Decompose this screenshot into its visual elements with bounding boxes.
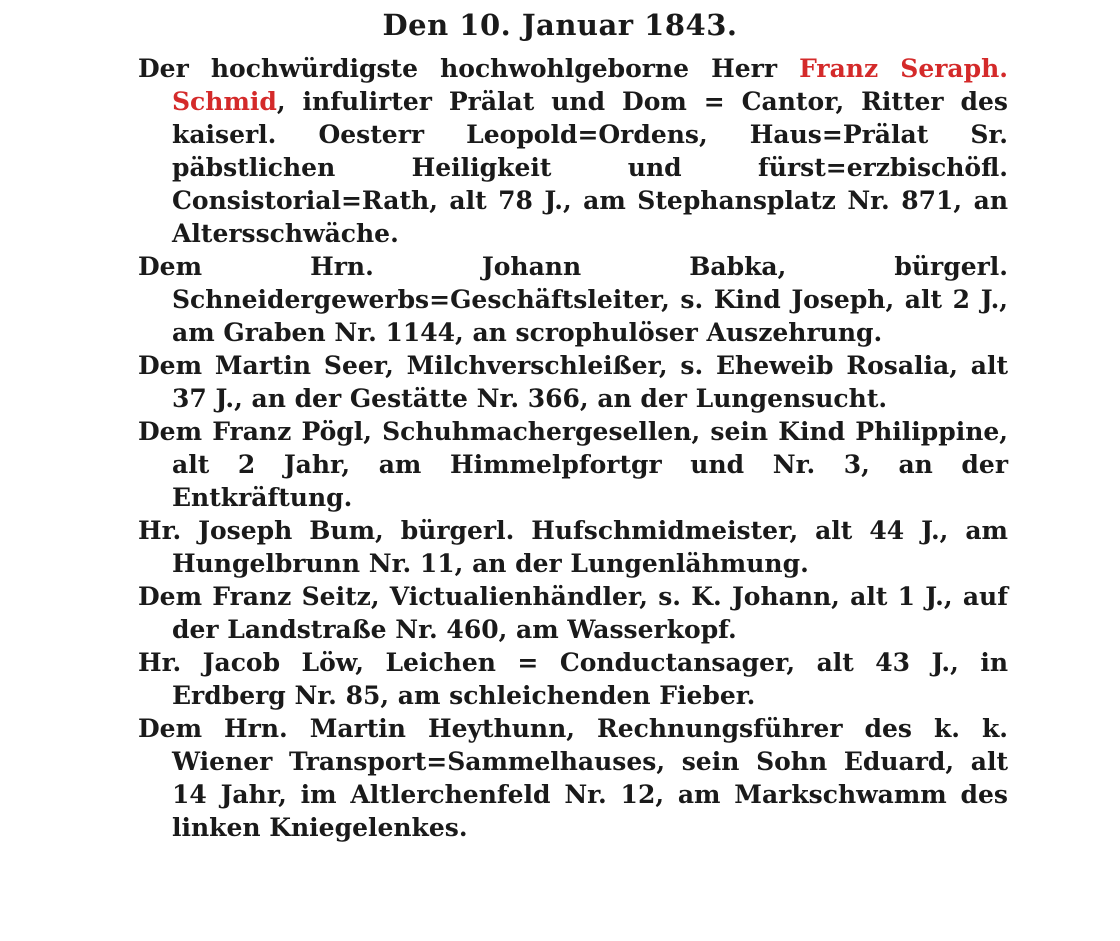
register-entry-1: [138, 52, 1008, 250]
entry-1-text-after: , infulirter Prälat und Dom = Cantor, Ritter des kaiserl. Oesterr Leopold=Ordens, Haus=Prälat Sr. päbstlichen Heiligkeit und fürst=erzbischöfl. Consistorial=Rath, alt 78 J., am Stephansplatz Nr. 871, an Altersschwäche.: [172, 87, 1008, 248]
highlighted-name: Franz Seraph. Schmid: [172, 54, 1008, 116]
entry-1-text-before: Der hochwürdigste hochwohlgeborne Herr: [138, 54, 800, 83]
register-entry-3: Dem Martin Seer, Milchverschleißer, s. Eheweib Rosalia, alt 37 J., an der Gestätte Nr. 366, an der Lungensucht.: [138, 351, 1008, 413]
register-entry-7: Hr. Jacob Löw, Leichen = Conductansager, alt 43 J., in Erdberg Nr. 85, am schleichenden Fieber.: [138, 648, 1008, 710]
register-entry-2: Dem Hrn. Johann Babka, bürgerl. Schneidergewerbs=Geschäftsleiter, s. Kind Joseph, alt 2 J., am Graben Nr. 1144, an scrophulöser Auszehrung.: [138, 252, 1008, 347]
register-entry-6: Dem Franz Seitz, Victualienhändler, s. K. Johann, alt 1 J., auf der Landstraße Nr. 460, am Wasserkopf.: [138, 582, 1008, 644]
date-heading: Den 10. Januar 1843.: [382, 8, 738, 42]
death-register-list: [138, 52, 1008, 844]
register-entry-8: Dem Hrn. Martin Heythunn, Rechnungsführer des k. k. Wiener Transport=Sammelhauses, sein Sohn Eduard, alt 14 Jahr, im Altlerchenfeld Nr. 12, am Markschwamm des linken Kniegelenkes.: [138, 714, 1008, 842]
register-entry-4: Dem Franz Pögl, Schuhmachergesellen, sein Kind Philippine, alt 2 Jahr, am Himmelpfortgr und Nr. 3, an der Entkräftung.: [138, 417, 1008, 512]
register-entry-5: Hr. Joseph Bum, bürgerl. Hufschmidmeister, alt 44 J., am Hungelbrunn Nr. 11, an der Lungenlähmung.: [138, 516, 1008, 578]
